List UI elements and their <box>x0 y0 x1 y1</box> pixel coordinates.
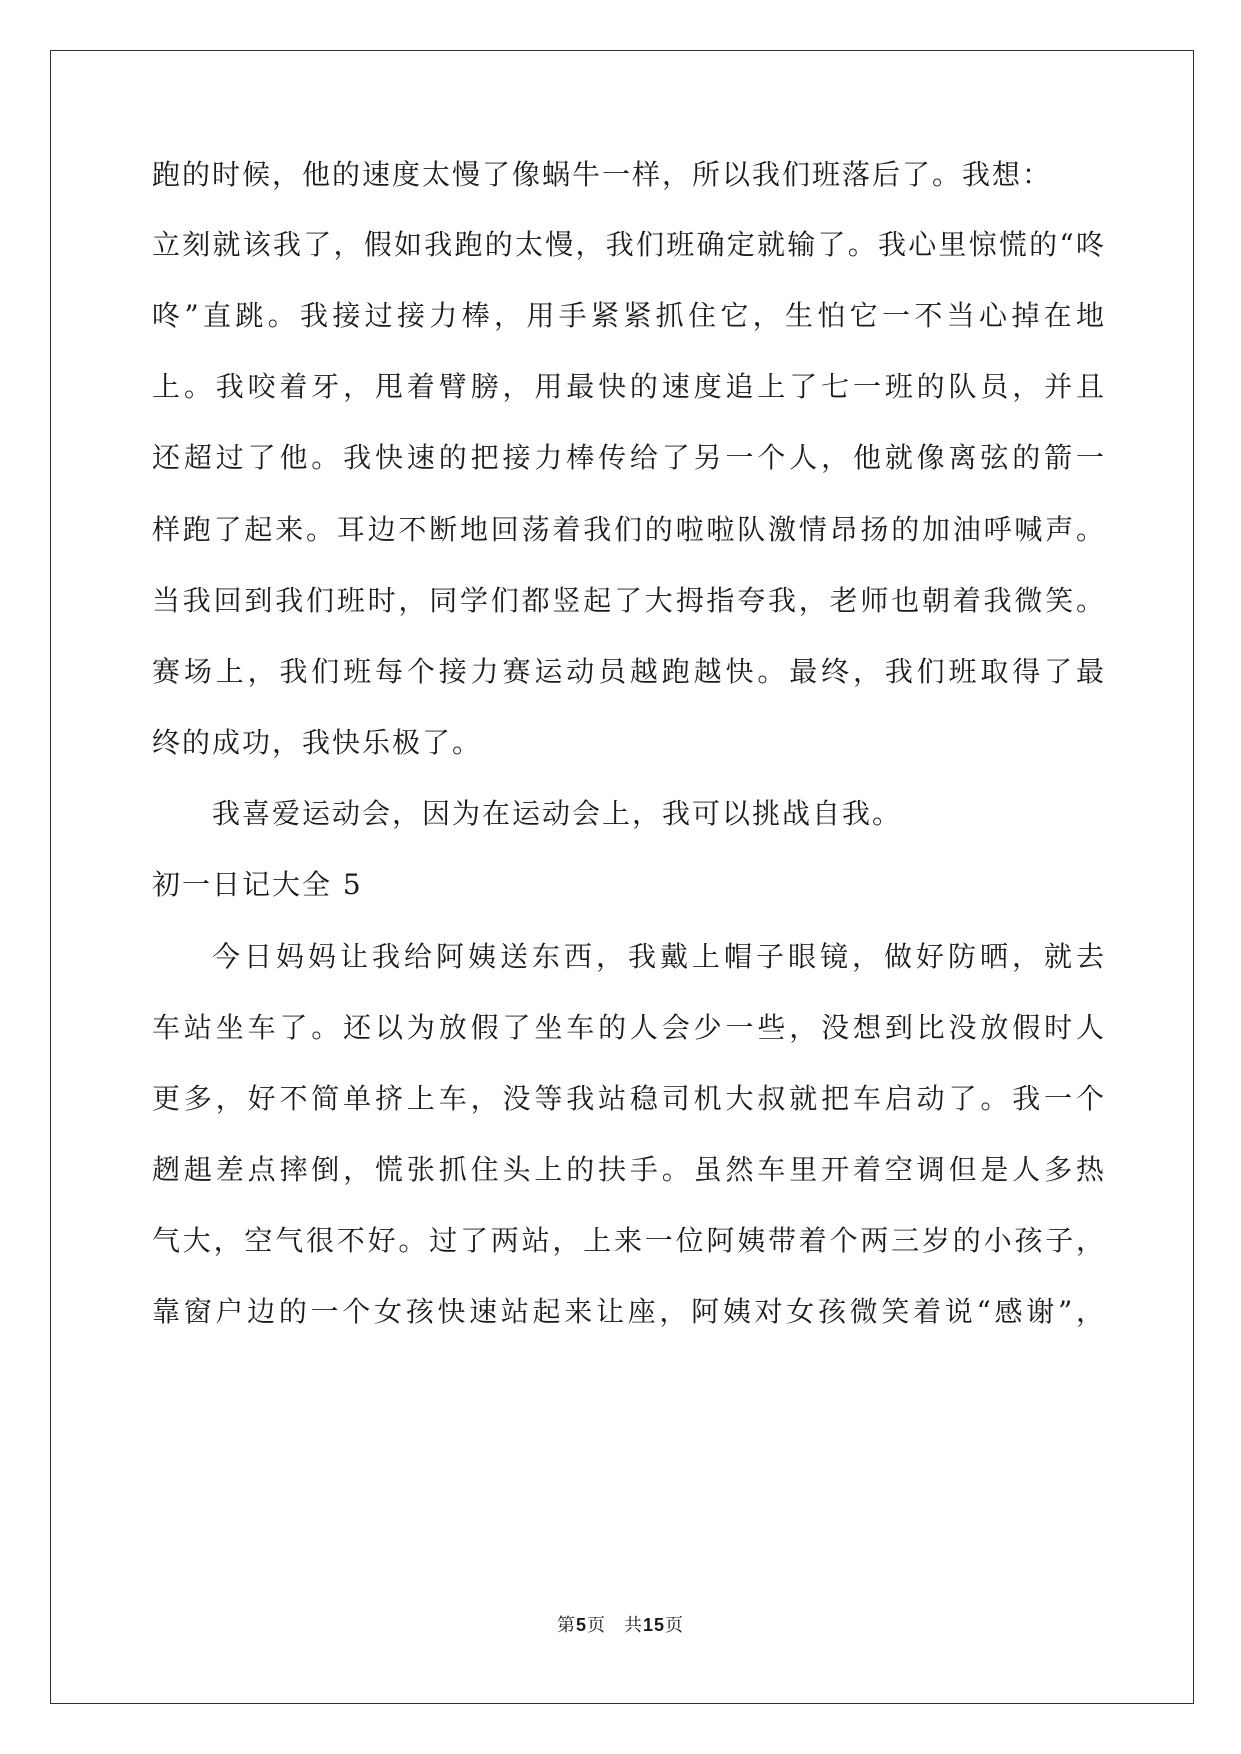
total-unit: 页 <box>665 1615 685 1636</box>
text-line: 还超过了他。我快速的把接力棒传给了另一个人，他就像离弦的箭一 <box>152 441 1104 474</box>
text-line: 上。我咬着牙，甩着臂膀，用最快的速度追上了七一班的队员，并且 <box>152 370 1104 403</box>
page-unit: 页 <box>586 1615 606 1636</box>
text-line: 样跑了起来。耳边不断地回荡着我们的啦啦队激情昂扬的加油呼喊声。 <box>152 513 1104 546</box>
text-line: 跑的时候，他的速度太慢了像蜗牛一样，所以我们班落后了。我想： <box>152 158 1053 191</box>
text-line: 终的成功，我快乐极了。 <box>152 726 483 759</box>
text-line: 立刻就该我了，假如我跑的太慢，我们班确定就输了。我心里惊慌的“咚 <box>152 228 1104 261</box>
page-number: 5 <box>575 1615 587 1635</box>
text-line: 车站坐车了。还以为放假了坐车的人会少一些，没想到比没放假时人 <box>152 1011 1104 1044</box>
text-line: 趔趄差点摔倒，慌张抓住头上的扶手。虽然车里开着空调但是人多热 <box>152 1153 1104 1186</box>
paragraph-line: 今日妈妈让我给阿姨送东西，我戴上帽子眼镜，做好防晒，就去 <box>212 940 1104 973</box>
text-line: 靠窗户边的一个女孩快速站起来让座，阿姨对女孩微笑着说“感谢”， <box>152 1295 1104 1328</box>
text-line: 当我回到我们班时，同学们都竖起了大拇指夸我，老师也朝着我微笑。 <box>152 584 1104 617</box>
page-footer <box>0 1613 1241 1638</box>
section-heading: 初一日记大全 5 <box>152 868 363 901</box>
text-line: 赛场上，我们班每个接力赛运动员越跑越快。最终，我们班取得了最 <box>152 655 1104 688</box>
page-prefix: 第 <box>556 1615 576 1636</box>
total-prefix: 共 <box>623 1615 643 1636</box>
text-line: 更多，好不简单挤上车，没等我站稳司机大叔就把车启动了。我一个 <box>152 1082 1104 1115</box>
text-line: 咚”直跳。我接过接力棒，用手紧紧抓住它，生怕它一不当心掉在地 <box>152 299 1104 332</box>
paragraph-line: 我喜爱运动会，因为在运动会上，我可以挑战自我。 <box>212 797 903 830</box>
page-total: 15 <box>642 1615 666 1635</box>
text-line: 气大，空气很不好。过了两站，上来一位阿姨带着个两三岁的小孩子， <box>152 1224 1104 1257</box>
